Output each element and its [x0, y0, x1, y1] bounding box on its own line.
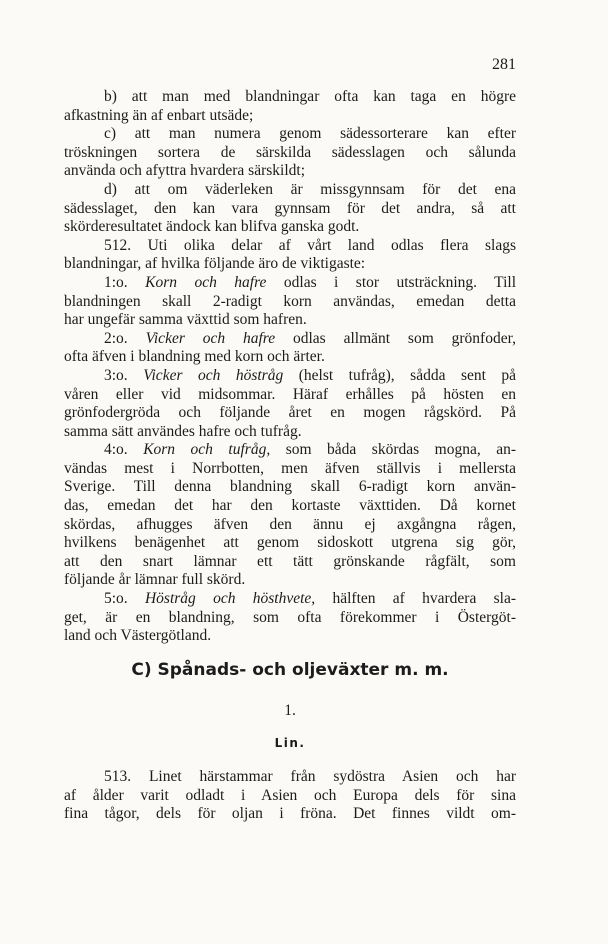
text-line: d) att om väderleken är missgynnsam för det ena — [104, 180, 516, 198]
item-number: 1:o. — [104, 273, 128, 291]
item-title: Vicker och hafre — [145, 329, 276, 347]
text-line: samma sätt användes hafre och tufråg. — [64, 422, 302, 440]
text-line: fina tågor, dels för oljan i fröna. Det finnes vildt om- — [64, 805, 516, 823]
item-title: Korn och tufråg, — [143, 441, 271, 459]
text-line: 512. Uti olika delar af vårt land odlas flera slags — [104, 236, 516, 254]
text-line: tröskningen sortera de särskilda sädesslagen och sålunda — [64, 143, 516, 161]
text-line: att den snart lämnar ett tätt grönskande rågfält, som — [64, 552, 516, 570]
section-heading: C) Spånads- och oljeväxter m. m. — [131, 660, 449, 680]
item-text: (helst tufråg), sådda sent på — [298, 366, 517, 384]
item-text: odlas i stor utsträckning. Till — [283, 273, 517, 291]
text-line: grönfodergröda och följande året en mogen rågskörd. På — [64, 404, 516, 422]
item-title: Höstråg och hösthvete, — [144, 590, 316, 608]
text-line: afkastning än af enbart utsäde; — [64, 106, 254, 124]
item-number: 5:o. — [104, 590, 128, 608]
text-line: b) att man med blandningar ofta kan taga en högre — [104, 88, 516, 105]
text-line: c) att man numera genom sädessorterare kan efter — [104, 125, 516, 143]
text-line: skördas, afhugges äfven den ännu ej axgångna rågen, — [64, 515, 516, 533]
text-line: använda och afyttra hvardera särskildt; — [64, 162, 306, 180]
text-line: följande år lämnar full skörd. — [64, 571, 246, 589]
text-line: Sverige. Till denna blandning skall 6-radigt korn använ- — [64, 478, 516, 496]
text-line: har ungefär samma växttid som hafren. — [64, 311, 307, 329]
item-text: odlas allmänt som grönfoder, — [293, 329, 517, 347]
text-line: våren eller vid midsommar. Häraf erhålles på hösten en — [64, 385, 516, 403]
item-number: 2:o. — [104, 329, 128, 347]
text-line: sädesslaget, den kan vara gynnsam för det andra, så att — [64, 199, 516, 217]
item-title: Korn och hafre — [145, 273, 267, 291]
text-line: ofta äfven i blandning med korn och ärter. — [64, 348, 325, 366]
list-item-4 — [64, 441, 516, 460]
text-line: hvilkens benägenhet att genom sidoskott utgrena sig gör, — [64, 534, 516, 552]
subsection-number: 1. — [284, 702, 296, 719]
body-text-bottom — [64, 768, 516, 824]
list-item-5 — [64, 590, 516, 609]
text-line: blandningar, af hvilka följande äro de viktigaste: — [64, 255, 366, 273]
body-text-top — [64, 88, 516, 646]
text-line: 513. Linet härstammar från sydöstra Asien och har — [104, 768, 516, 785]
text-line: get, är en blandning, som ofta förekommer i Östergöt- — [64, 608, 516, 626]
list-item-2 — [64, 330, 516, 349]
item-text: som båda skördas mogna, an- — [285, 441, 516, 459]
subsection-title: Lin. — [274, 736, 306, 750]
book-page — [64, 56, 516, 916]
item-number: 4:o. — [104, 441, 128, 459]
text-line: af ålder varit odladt i Asien och Europa dels för sina — [64, 786, 516, 804]
item-number: 3:o. — [104, 366, 128, 384]
text-line: land och Västergötland. — [64, 627, 212, 645]
text-line: vändas mest i Norrbotten, men äfven ställvis i mellersta — [64, 459, 516, 477]
text-line: blandningen skall 2-radigt korn användas, emedan detta — [64, 292, 516, 310]
item-text: hälften af hvardera sla- — [332, 590, 517, 608]
page-number: 281 — [492, 56, 516, 73]
text-line: das, emedan det har den kortaste växttiden. Då kornet — [64, 497, 516, 515]
item-title: Vicker och höstråg — [143, 366, 284, 384]
list-item-3 — [64, 367, 516, 386]
list-item-1 — [64, 274, 516, 293]
text-line: skörderesultatet ändock kan blifva ganska godt. — [64, 218, 360, 236]
